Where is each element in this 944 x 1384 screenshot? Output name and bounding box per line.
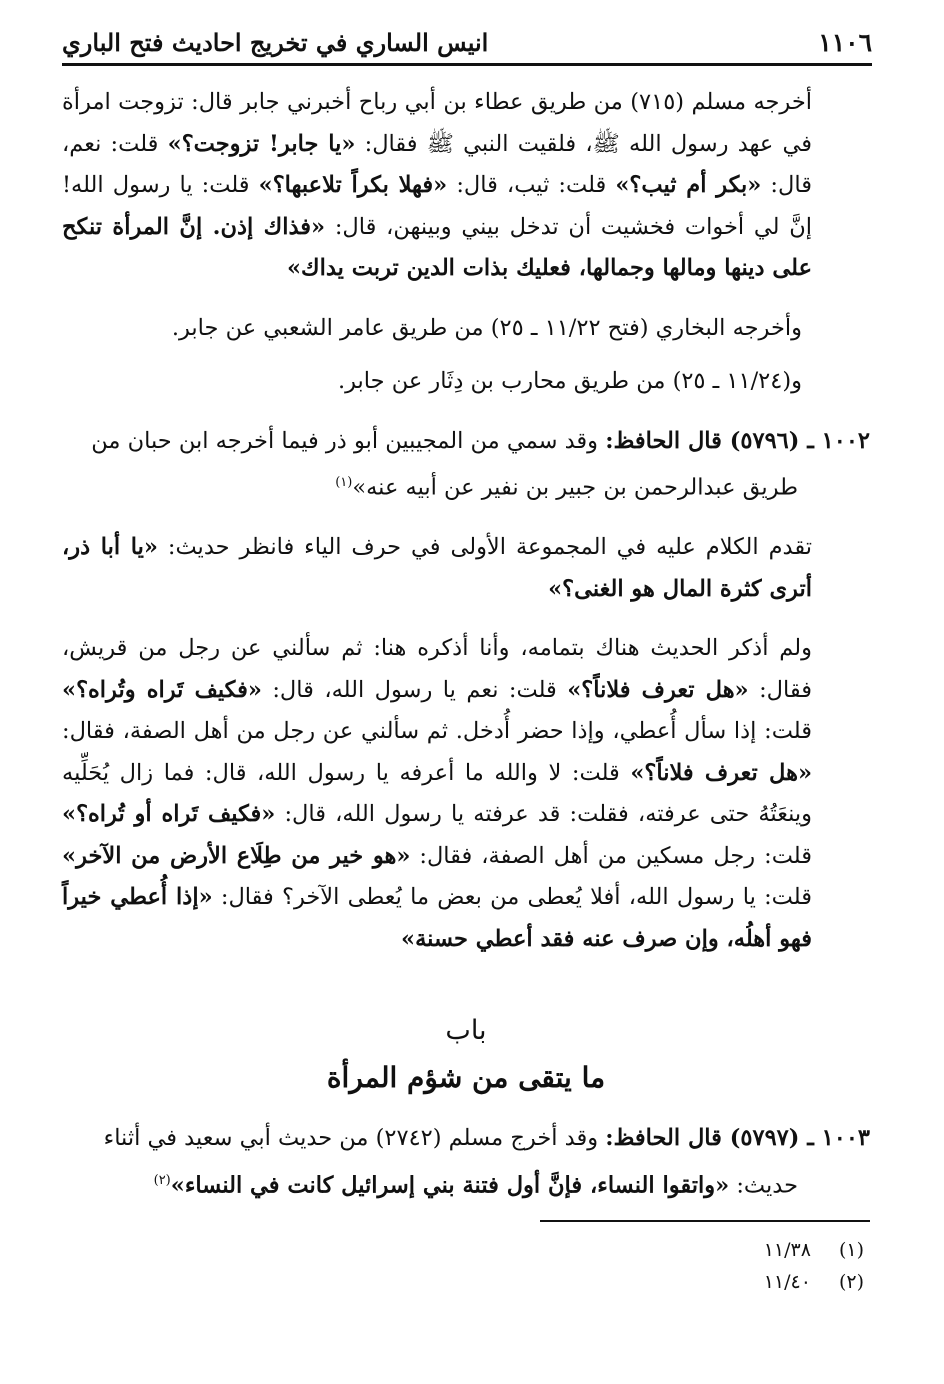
hadith-1002-number: ١٠٠٢ ـ (٥٧٩٦) قال الحافظ: [605, 427, 870, 454]
footnote-1: (١) ١١/٣٨ [763, 1239, 864, 1261]
footnote-separator [540, 1220, 870, 1222]
paragraph-bukhari-sha3bi: وأخرجه البخاري (فتح ١١/٢٢ ـ ٢٥) من طريق عامر الشعبي عن جابر. [171, 314, 802, 341]
page-number: ١١٠٦ [818, 28, 872, 57]
paragraph-full-hadith: ولم أذكر الحديث هناك بتمامه، وأنا أذكره هنا: ثم سألني عن رجل من قريش، فقال: «هل تعرف فلاناً؟» قلت: نعم يا رسول الله، قال: «فكيف تَراه وتُراه؟» قلت: إذا سأل أُعطي، وإذا حضر أُدخل. ثم سألني عن رجل من أهل الصفة، فقال: «هل تعرف فلاناً؟» قلت: لا والله ما أعرفه يا رسول الله، قال: فما زال يُحَلِّيه وينعَتُهُ حتى عرفته، فقلت: قد عرفته يا رسول الله، قال: «فكيف تَراه أو تُراه؟» قلت: رجل مسكين من أهل الصفة، فقال: «هو خير من طِلَاع الأرض من الآخر» قلت: يا رسول الله، أفلا يُعطى من بعض ما يُعطى الآخر؟ فقال: «إذا أُعطي خيراً فهو أهلُه، وإن صرف عنه فقد أعطي حسنة» [62, 635, 813, 952]
chapter-title: ما يتقى من شؤم المرأة [326, 1061, 606, 1094]
footnote-ref-1: (١) [335, 475, 353, 490]
hadith-1002: ١٠٠٢ ـ (٥٧٩٦) قال الحافظ: وقد سمي من المجيبين أبو ذر فيما أخرجه ابن حبان من طريق عبدالرحمن بن جبير بن نفير عن أبيه عنه»$^{(١)}$ [91, 427, 870, 501]
paragraph-muslim-715: أخرجه مسلم (٧١٥) من طريق عطاء بن أبي رباح أخبرني جابر قال: تزوجت امرأة في عهد رسول الله ﷺ، فلقيت النبي ﷺ فقال: «يا جابر! تزوجت؟» قلت: نعم، قال: «بكر أم ثيب؟» قلت: ثيب، قال: «فهلا بكراً تلاعبها؟» قلت: يا رسول الله! إنَّ لي أخوات فخشيت أن تدخل بيني وبينهن، قال: «فذاك إذن. إنَّ المرأة تنكح على دينها ومالها وجمالها، فعليك بذات الدين تربت يداك» [62, 89, 813, 281]
page-body [62, 82, 870, 1207]
footnote-ref-2: (٢) [153, 1172, 171, 1188]
footnotes [764, 1234, 864, 1298]
paragraph-earlier-reference: تقدم الكلام عليه في المجموعة الأولى في حرف الياء فانظر حديث: «يا أبا ذر، أترى كثرة المال هو الغنى؟» [62, 534, 812, 602]
page-header [62, 22, 872, 66]
hadith-1003-number: ١٠٠٣ ـ (٥٧٩٧) قال الحافظ: [605, 1125, 870, 1151]
running-title: انيس الساري في تخريج احاديث فتح الباري [62, 28, 489, 57]
footnote-2: (٢) ١١/٤٠ [763, 1271, 864, 1293]
chapter-label: باب [445, 1015, 487, 1046]
hadith-1003: ١٠٠٣ ـ (٥٧٩٧) قال الحافظ: وقد أخرج مسلم (٢٧٤٢) من حديث أبي سعيد في أثناء حديث: «واتقوا النساء، فإنَّ أول فتنة بني إسرائيل كانت في النساء»$^{(٢)}$ [103, 1125, 870, 1198]
paragraph-bukhari-muharib: و(١١/٢٤ ـ ٢٥) من طريق محارب بن دِثَار عن جابر. [337, 368, 802, 394]
